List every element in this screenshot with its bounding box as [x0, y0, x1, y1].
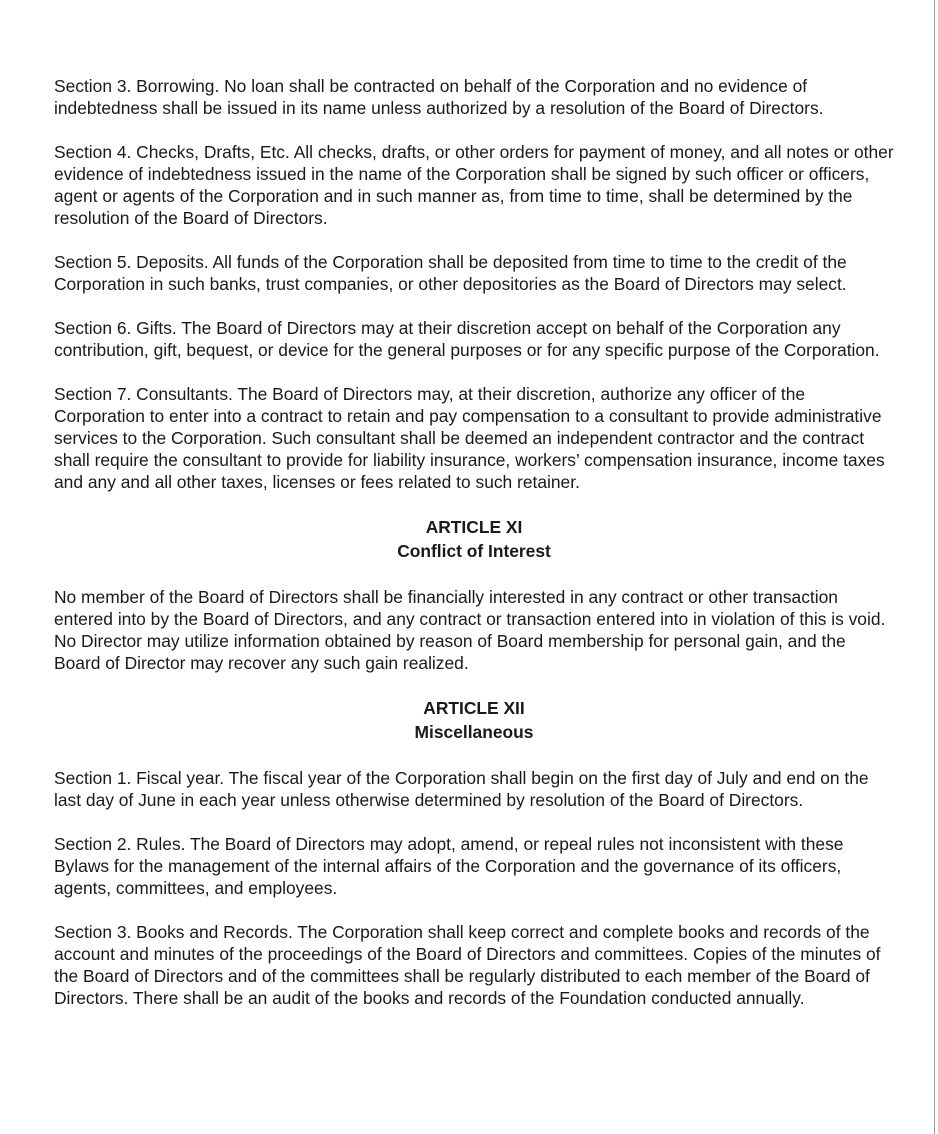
section-2-rules: Section 2. Rules. The Board of Directors may adopt, amend, or repeal rules not inconsistent with these Bylaws for the management of the internal affairs of the Corporation and the governance of its officers, agents, committees, and employees. — [54, 834, 844, 898]
conflict-of-interest-paragraph: No member of the Board of Directors shall be financially interested in any contract or other transaction entered into by the Board of Directors, and any contract or transaction entered into in violation of this is void. No Director may utilize information obtained by reason of Board membership for personal gain, and the Board of Director may recover any such gain realized. — [54, 587, 886, 673]
document-body — [54, 75, 894, 1031]
article-xii-header — [54, 696, 894, 744]
article-xii-heading: ARTICLE XII — [423, 698, 525, 718]
article-xii-title: Miscellaneous — [414, 722, 534, 742]
article-xi-title: Conflict of Interest — [397, 541, 551, 561]
section-6-gifts: Section 6. Gifts. The Board of Directors may at their discretion accept on behalf of the Corporation any contribution, gift, bequest, or device for the general purposes or for any specific purpose of the Corporation. — [54, 318, 880, 360]
section-4-checks-drafts: Section 4. Checks, Drafts, Etc. All checks, drafts, or other orders for payment of money, and all notes or other evidence of indebtedness issued in the name of the Corporation shall be signed by such officer or officers, agent or agents of the Corporation and in such manner as, from time to time, shall be determined by the resolution of the Board of Directors. — [54, 142, 894, 228]
section-1-fiscal-year: Section 1. Fiscal year. The fiscal year of the Corporation shall begin on the first day of July and end on the last day of June in each year unless otherwise determined by resolution of the Board of Directors. — [54, 768, 869, 810]
section-7-consultants: Section 7. Consultants. The Board of Directors may, at their discretion, authorize any officer of the Corporation to enter into a contract to retain and pay compensation to a consultant to provide administrative services to the Corporation. Such consultant shall be deemed an independent contractor and the contract shall require the consultant to provide for liability insurance, workers’ compensation insurance, income taxes and any and all other taxes, licenses or fees related to such retainer. — [54, 384, 885, 492]
section-3-borrowing: Section 3. Borrowing. No loan shall be contracted on behalf of the Corporation and no evidence of indebtedness shall be issued in its name unless authorized by a resolution of the Board of Directors. — [54, 76, 824, 118]
article-xi-heading: ARTICLE XI — [425, 517, 523, 537]
section-3-books-and-records: Section 3. Books and Records. The Corporation shall keep correct and complete books and records of the account and minutes of the proceedings of the Board of Directors and committees. Copies of the minutes of the Board of Directors and of the committees shall be regularly distributed to each member of the Board of Directors. There shall be an audit of the books and records of the Foundation conducted annually. — [54, 922, 881, 1008]
section-5-deposits: Section 5. Deposits. All funds of the Corporation shall be deposited from time to time to the credit of the Corporation in such banks, trust companies, or other depositories as the Board of Directors may select. — [54, 252, 847, 294]
article-xi-header — [54, 515, 894, 563]
